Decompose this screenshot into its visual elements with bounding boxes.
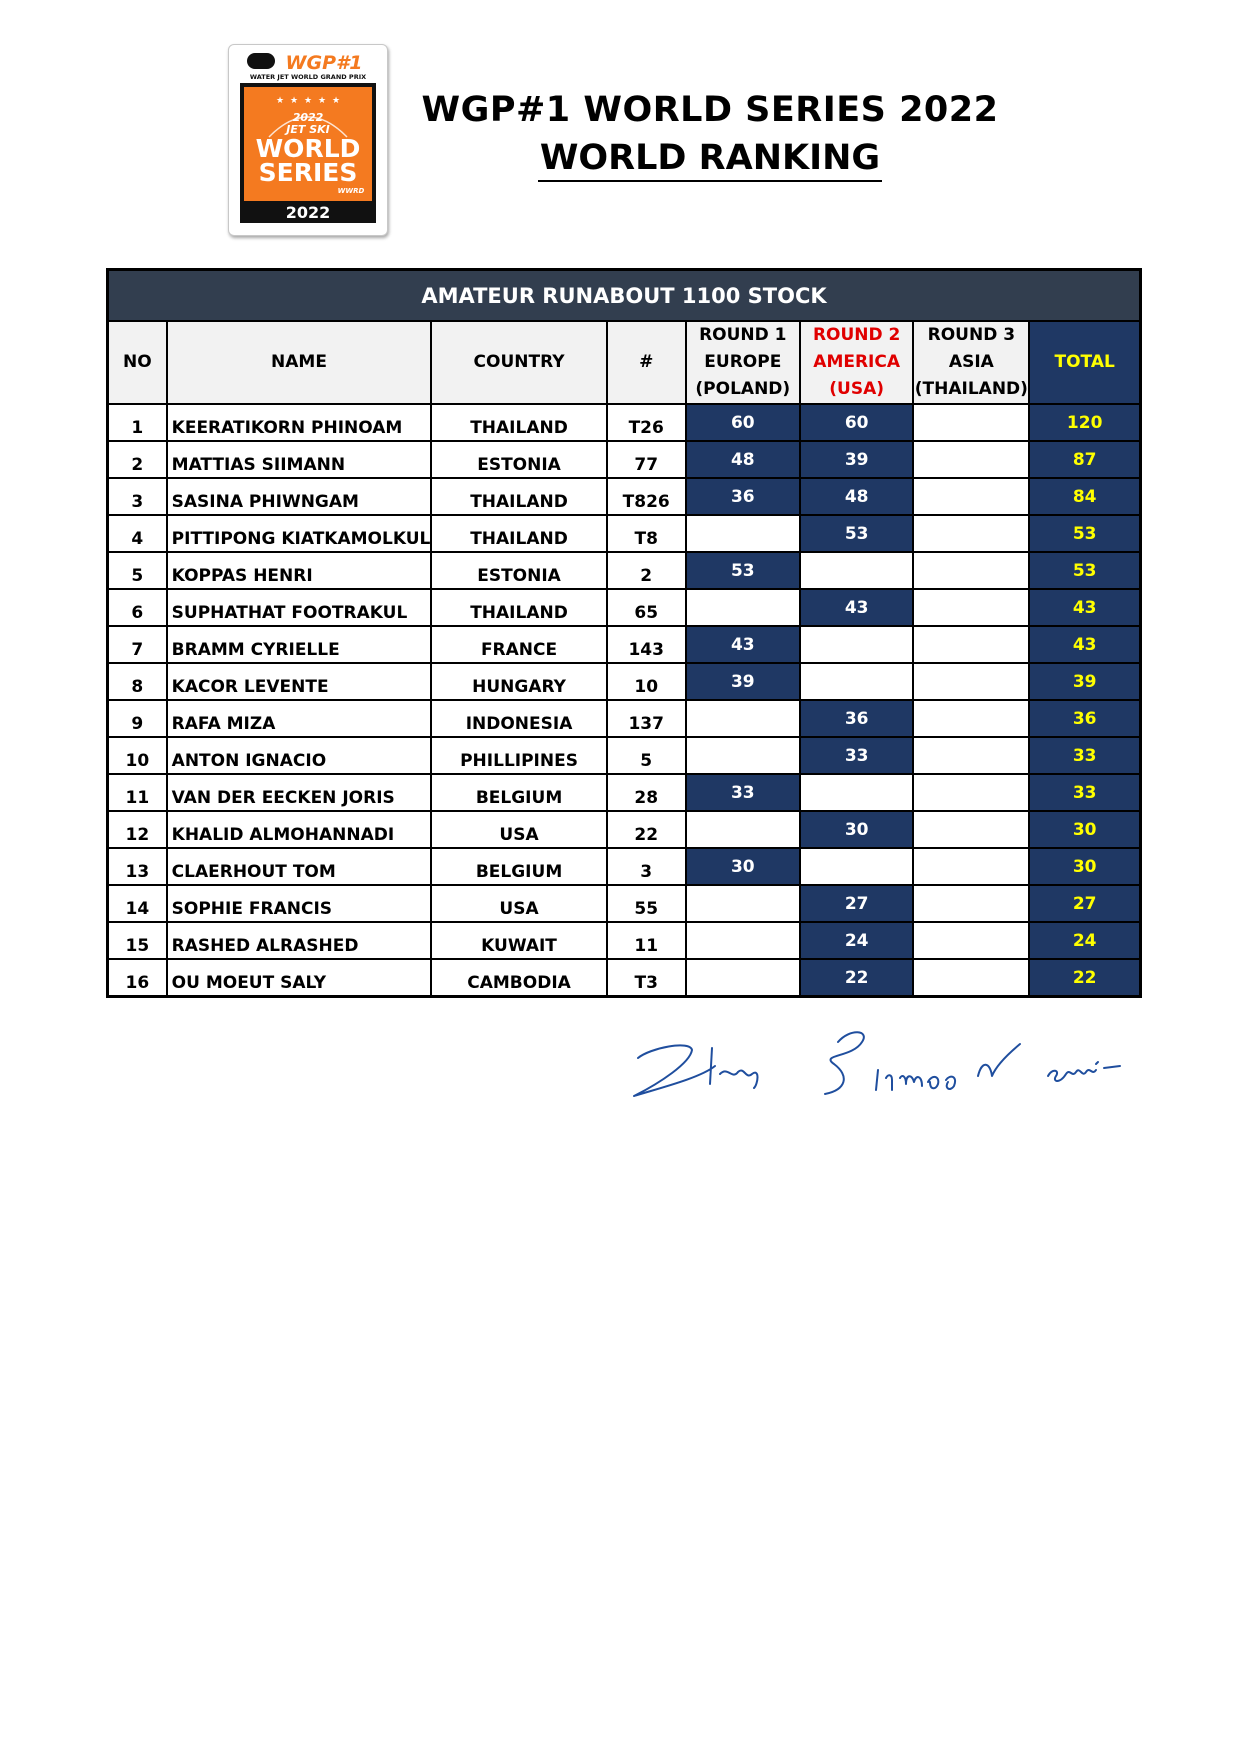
round1-score-cell: 53 (686, 552, 800, 589)
header-round3-line3: (THAILAND) (914, 379, 1028, 399)
logo-wgp-text: WGP#1 (285, 52, 363, 74)
total-cell: 53 (1029, 552, 1140, 589)
country-cell: FRANCE (431, 626, 606, 663)
header-round2-line3: (USA) (829, 379, 885, 399)
country-cell: THAILAND (431, 589, 606, 626)
name-cell: OU MOEUT SALY (167, 959, 432, 997)
number-cell: T826 (607, 478, 686, 515)
rank-cell: 5 (108, 552, 167, 589)
name-cell: SOPHIE FRANCIS (167, 885, 432, 922)
header-no: NO (108, 321, 167, 404)
header-round1-line2: EUROPE (704, 352, 782, 372)
round2-score-cell: 24 (800, 922, 913, 959)
header-total: TOTAL (1029, 321, 1140, 404)
round2-score-cell: 36 (800, 700, 913, 737)
svg-text:★: ★ (290, 96, 299, 106)
round3-score-cell (913, 737, 1029, 774)
rank-cell: 2 (108, 441, 167, 478)
total-cell: 87 (1029, 441, 1140, 478)
round1-score-cell: 39 (686, 663, 800, 700)
round3-score-cell (913, 663, 1029, 700)
signature-3 (978, 1044, 1020, 1076)
rank-cell: 12 (108, 811, 167, 848)
country-cell: CAMBODIA (431, 959, 606, 997)
number-cell: 10 (607, 663, 686, 700)
total-cell: 36 (1029, 700, 1140, 737)
name-cell: KACOR LEVENTE (167, 663, 432, 700)
round3-score-cell (913, 774, 1029, 811)
name-cell: SUPHATHAT FOOTRAKUL (167, 589, 432, 626)
logo-year-bottom: 2022 (285, 203, 331, 222)
round2-score-cell: 27 (800, 885, 913, 922)
total-cell: 27 (1029, 885, 1140, 922)
signature-2 (825, 1032, 955, 1094)
header-round2-line2: AMERICA (813, 352, 901, 372)
round2-score-cell: 30 (800, 811, 913, 848)
round2-score-cell (800, 552, 913, 589)
name-cell: RAFA MIZA (167, 700, 432, 737)
country-cell: USA (431, 885, 606, 922)
round2-score-cell: 53 (800, 515, 913, 552)
round2-score-cell (800, 663, 913, 700)
round1-score-cell (686, 811, 800, 848)
round1-score-cell (686, 589, 800, 626)
table-header-row (108, 321, 1141, 404)
table-row (108, 626, 1141, 663)
signature-4 (1048, 1062, 1120, 1081)
table-row (108, 959, 1141, 997)
round2-score-cell: 22 (800, 959, 913, 997)
name-cell: BRAMM CYRIELLE (167, 626, 432, 663)
round3-score-cell (913, 552, 1029, 589)
page-subtitle-text: WORLD RANKING (538, 138, 882, 182)
number-cell: 137 (607, 700, 686, 737)
round2-score-cell: 33 (800, 737, 913, 774)
number-cell: 143 (607, 626, 686, 663)
number-cell: 2 (607, 552, 686, 589)
total-cell: 43 (1029, 626, 1140, 663)
category-caption-text: AMATEUR RUNABOUT 1100 STOCK (421, 283, 827, 308)
rank-cell: 10 (108, 737, 167, 774)
header-round3-line1: ROUND 3 (927, 325, 1016, 345)
number-cell: 65 (607, 589, 686, 626)
country-cell: ESTONIA (431, 552, 606, 589)
rank-cell: 7 (108, 626, 167, 663)
rank-cell: 3 (108, 478, 167, 515)
number-cell: 28 (607, 774, 686, 811)
round3-score-cell (913, 589, 1029, 626)
round1-score-cell: 30 (686, 848, 800, 885)
country-cell: THAILAND (431, 404, 606, 441)
svg-text:★: ★ (276, 96, 285, 106)
logo-year-small: 2022 (292, 111, 324, 124)
logo-wwrd-text: WWRD (337, 187, 365, 195)
name-cell: ANTON IGNACIO (167, 737, 432, 774)
round2-score-cell: 39 (800, 441, 913, 478)
round3-score-cell (913, 885, 1029, 922)
table-row (108, 700, 1141, 737)
round1-score-cell (686, 700, 800, 737)
number-cell: 55 (607, 885, 686, 922)
round1-score-cell (686, 922, 800, 959)
country-cell: ESTONIA (431, 441, 606, 478)
logo-graphic (229, 45, 387, 235)
table-row (108, 811, 1141, 848)
round3-score-cell (913, 404, 1029, 441)
country-cell: HUNGARY (431, 663, 606, 700)
header-country: COUNTRY (431, 321, 606, 404)
signature-1 (634, 1045, 758, 1096)
header-round1-line3: (POLAND) (695, 379, 791, 399)
header-round2-line1: ROUND 2 (812, 325, 901, 345)
header-number: # (607, 321, 686, 404)
rank-cell: 4 (108, 515, 167, 552)
total-cell: 22 (1029, 959, 1140, 997)
table-row (108, 441, 1141, 478)
round1-score-cell: 33 (686, 774, 800, 811)
number-cell: 5 (607, 737, 686, 774)
header-round1 (686, 321, 800, 404)
round2-score-cell: 43 (800, 589, 913, 626)
page-subtitle (420, 138, 1000, 178)
country-cell: PHILLIPINES (431, 737, 606, 774)
round1-score-cell: 60 (686, 404, 800, 441)
header-round3 (913, 321, 1029, 404)
header-round1-line1: ROUND 1 (699, 325, 787, 345)
signatures (620, 1018, 1140, 1118)
round2-score-cell: 48 (800, 478, 913, 515)
table-row (108, 737, 1141, 774)
ranking-table (106, 268, 1142, 998)
total-cell: 53 (1029, 515, 1140, 552)
table-row (108, 552, 1141, 589)
header-round3-line2: ASIA (948, 352, 994, 372)
country-cell: INDONESIA (431, 700, 606, 737)
round1-score-cell: 43 (686, 626, 800, 663)
total-cell: 120 (1029, 404, 1140, 441)
round1-score-cell (686, 737, 800, 774)
page-title: WGP#1 WORLD SERIES 2022 (421, 90, 999, 130)
country-cell: BELGIUM (431, 848, 606, 885)
country-cell: USA (431, 811, 606, 848)
number-cell: 3 (607, 848, 686, 885)
header-round2 (800, 321, 913, 404)
rank-cell: 8 (108, 663, 167, 700)
table-row (108, 774, 1141, 811)
round3-score-cell (913, 515, 1029, 552)
number-cell: T8 (607, 515, 686, 552)
table-row (108, 922, 1141, 959)
total-cell: 84 (1029, 478, 1140, 515)
round3-score-cell (913, 626, 1029, 663)
rank-cell: 14 (108, 885, 167, 922)
name-cell: CLAERHOUT TOM (167, 848, 432, 885)
name-cell: KHALID ALMOHANNADI (167, 811, 432, 848)
wgp-world-series-logo (228, 44, 388, 236)
table-row (108, 848, 1141, 885)
round3-score-cell (913, 848, 1029, 885)
total-cell: 43 (1029, 589, 1140, 626)
number-cell: 77 (607, 441, 686, 478)
round3-score-cell (913, 811, 1029, 848)
rank-cell: 13 (108, 848, 167, 885)
number-cell: T3 (607, 959, 686, 997)
rank-cell: 11 (108, 774, 167, 811)
number-cell: 11 (607, 922, 686, 959)
table-row (108, 515, 1141, 552)
total-cell: 30 (1029, 811, 1140, 848)
svg-text:★: ★ (304, 96, 313, 106)
svg-text:★: ★ (318, 96, 327, 106)
round2-score-cell (800, 848, 913, 885)
rank-cell: 1 (108, 404, 167, 441)
rank-cell: 9 (108, 700, 167, 737)
round2-score-cell (800, 626, 913, 663)
name-cell: MATTIAS SIIMANN (167, 441, 432, 478)
round3-score-cell (913, 922, 1029, 959)
name-cell: RASHED ALRASHED (167, 922, 432, 959)
country-cell: BELGIUM (431, 774, 606, 811)
ranking-body (108, 404, 1141, 997)
total-cell: 24 (1029, 922, 1140, 959)
logo-subtitle-text: WATER JET WORLD GRAND PRIX (249, 73, 367, 81)
round3-score-cell (913, 700, 1029, 737)
name-cell: KOPPAS HENRI (167, 552, 432, 589)
table-row (108, 885, 1141, 922)
number-cell: T26 (607, 404, 686, 441)
name-cell: SASINA PHIWNGAM (167, 478, 432, 515)
logo-jetski-text: JET SKI (286, 123, 330, 136)
category-caption (108, 270, 1141, 322)
total-cell: 33 (1029, 737, 1140, 774)
round1-score-cell (686, 515, 800, 552)
rank-cell: 16 (108, 959, 167, 997)
table-row (108, 663, 1141, 700)
round1-score-cell (686, 885, 800, 922)
round3-score-cell (913, 478, 1029, 515)
total-cell: 30 (1029, 848, 1140, 885)
country-cell: THAILAND (431, 515, 606, 552)
rank-cell: 6 (108, 589, 167, 626)
table-row (108, 478, 1141, 515)
name-cell: KEERATIKORN PHINOAM (167, 404, 432, 441)
round2-score-cell (800, 774, 913, 811)
table-row (108, 589, 1141, 626)
table-row (108, 404, 1141, 441)
round1-score-cell: 48 (686, 441, 800, 478)
name-cell: PITTIPONG KIATKAMOLKUL (167, 515, 432, 552)
svg-text:★: ★ (332, 96, 341, 106)
number-cell: 22 (607, 811, 686, 848)
logo-world-text: WORLD (255, 134, 361, 163)
header-name: NAME (167, 321, 432, 404)
logo-jetski-shape (247, 53, 275, 69)
total-cell: 39 (1029, 663, 1140, 700)
round3-score-cell (913, 959, 1029, 997)
rank-cell: 15 (108, 922, 167, 959)
round2-score-cell: 60 (800, 404, 913, 441)
country-cell: KUWAIT (431, 922, 606, 959)
round3-score-cell (913, 441, 1029, 478)
round1-score-cell (686, 959, 800, 997)
round1-score-cell: 36 (686, 478, 800, 515)
total-cell: 33 (1029, 774, 1140, 811)
country-cell: THAILAND (431, 478, 606, 515)
logo-series-text: SERIES (258, 158, 358, 187)
name-cell: VAN DER EECKEN JORIS (167, 774, 432, 811)
